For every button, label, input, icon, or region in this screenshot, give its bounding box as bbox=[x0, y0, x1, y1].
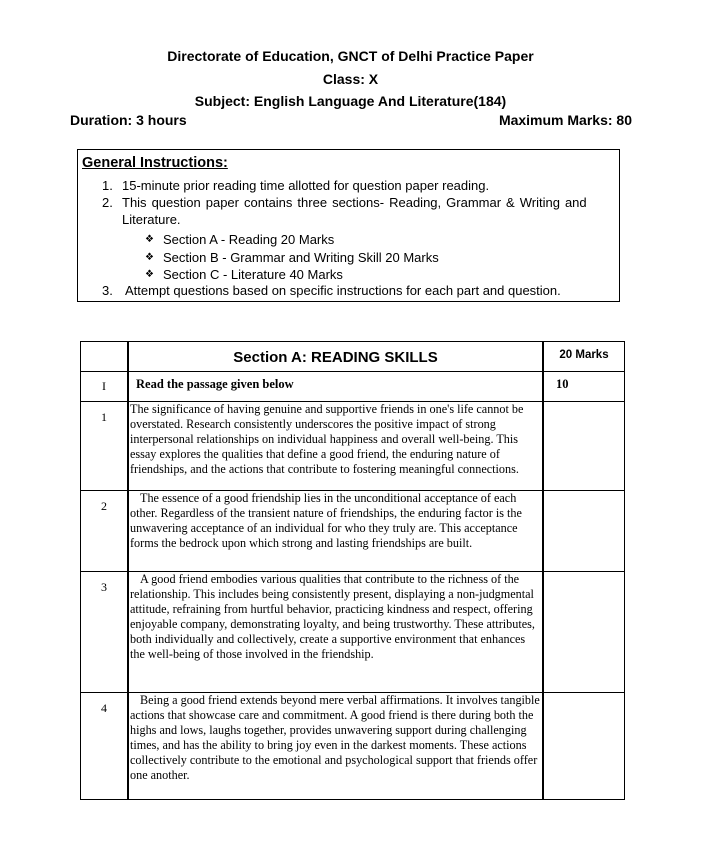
question-number: I bbox=[81, 372, 129, 402]
instruction-text: 15-minute prior reading time allotted for question paper reading. bbox=[122, 178, 490, 193]
section-item: Section B - Grammar and Writing Skill 20 Marks bbox=[163, 250, 439, 265]
marks-cell bbox=[543, 491, 625, 572]
section-item: Section C - Literature 40 Marks bbox=[163, 267, 343, 282]
instruction-text: This question paper contains three sections- Reading, Grammar & Writing and bbox=[122, 195, 587, 210]
section-item: Section A - Reading 20 Marks bbox=[163, 232, 335, 247]
diamond-bullet-icon: ❖ bbox=[145, 234, 154, 245]
instruction-number: 3. bbox=[102, 283, 113, 298]
empty-cell bbox=[81, 342, 129, 372]
section-a-table bbox=[80, 341, 625, 800]
max-marks-label: Maximum Marks: 80 bbox=[498, 112, 632, 128]
class-label: Class: X bbox=[322, 71, 379, 87]
question-text: Read the passage given below bbox=[128, 372, 543, 402]
instruction-number: 2. bbox=[102, 195, 113, 210]
table-row bbox=[81, 402, 625, 491]
question-marks: 10 bbox=[543, 372, 625, 402]
table-row bbox=[81, 572, 625, 693]
marks-cell bbox=[543, 572, 625, 693]
paragraph-number: 3 bbox=[81, 572, 129, 693]
duration-label: Duration: 3 hours bbox=[70, 112, 187, 128]
subject-label: Subject: English Language And Literature(184) bbox=[194, 93, 507, 109]
paragraph-text: The essence of a good friendship lies in the unconditional acceptance of each other. Regardless of the transient nature of friendships, the enduring factor is the unwavering acceptance of an individual for who they truly are. This acceptance forms the bedrock upon which strong and lasting friendships are built. bbox=[128, 491, 543, 572]
table-row bbox=[81, 693, 625, 800]
paragraph-text: The significance of having genuine and supportive friends in one's life cannot be overstated. Research consistently underscores the positive impact of strong interpersonal relationships on individual happiness and overall well-being. This essay explores the qualities that define a good friend, the enduring nature of friendships, and the actions that contribute to fostering meaningful connections. bbox=[128, 402, 543, 491]
marks-cell bbox=[543, 402, 625, 491]
table-row bbox=[81, 372, 625, 402]
instructions-title: General Instructions: bbox=[82, 155, 228, 171]
diamond-bullet-icon: ❖ bbox=[145, 269, 154, 280]
instruction-text: Literature. bbox=[122, 212, 181, 227]
diamond-bullet-icon: ❖ bbox=[145, 252, 154, 263]
paragraph-number: 4 bbox=[81, 693, 129, 800]
instruction-text: Attempt questions based on specific instructions for each part and question. bbox=[125, 283, 561, 298]
paper-title: Directorate of Education, GNCT of Delhi Practice Paper bbox=[167, 48, 534, 64]
paragraph-text: Being a good friend extends beyond mere verbal affirmations. It involves tangible actions that showcase care and commitment. A good friend is there during both the highs and lows, laughs together, provides unwavering support during challenging times, and has the ability to bring joy even in the darkest moments. These actions collectively contribute to the emotional and psychological support that friends offer one another. bbox=[128, 693, 543, 800]
instruction-number: 1. bbox=[102, 178, 113, 193]
marks-cell bbox=[543, 693, 625, 800]
table-header-row bbox=[81, 342, 625, 372]
marks-header: 20 Marks bbox=[543, 342, 625, 372]
section-title: Section A: READING SKILLS bbox=[128, 342, 543, 372]
paragraph-text: A good friend embodies various qualities that contribute to the richness of the relationship. This includes being consistently present, displaying a non-judgmental attitude, refraining from hurtful behavior, practicing kindness and respect, offering enjoyable company, demonstrating loyalty, and being trustworthy. These attributes, both individually and collectively, create a supportive environment that enhances the well-being of those involved in the friendship. bbox=[128, 572, 543, 693]
table-row bbox=[81, 491, 625, 572]
paragraph-number: 2 bbox=[81, 491, 129, 572]
paragraph-number: 1 bbox=[81, 402, 129, 491]
general-instructions-box bbox=[77, 149, 620, 302]
